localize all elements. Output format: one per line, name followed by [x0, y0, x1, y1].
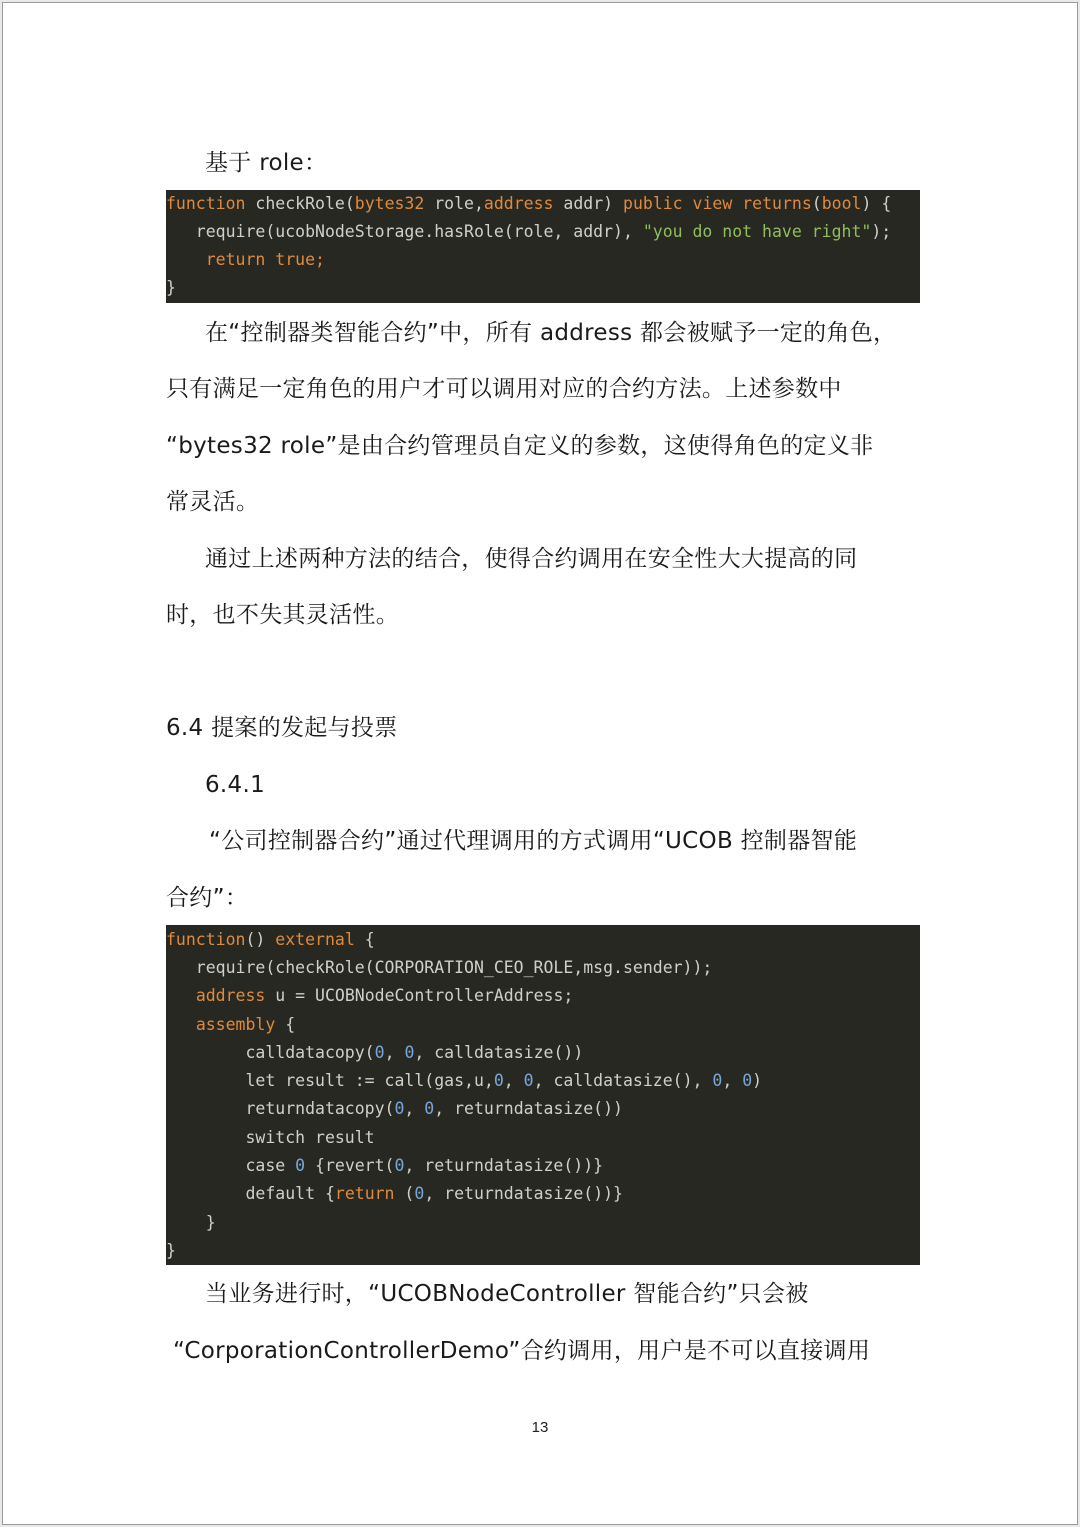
section-heading: 6.4 提案的发起与投票 — [166, 715, 398, 741]
code-line: function checkRole(bytes32 role,address addr) public view returns(bool) { — [166, 194, 892, 213]
paragraph-line: “bytes32 role”是由合约管理员自定义的参数，这使得角色的定义非 — [166, 433, 874, 459]
code-line: case 0 {revert(0, returndatasize())} — [166, 1156, 604, 1175]
paragraph-line: 在“控制器类智能合约”中，所有 address 都会被赋予一定的角色， — [205, 320, 897, 346]
code-line: } — [166, 1241, 176, 1260]
code-line: return true; — [205, 250, 325, 269]
page-number: 13 — [531, 1419, 549, 1436]
paragraph-line: 时，也不失其灵活性。 — [166, 602, 399, 628]
code-block-check-role — [166, 190, 920, 303]
code-line: returndatacopy(0, 0, returndatasize()) — [166, 1099, 623, 1118]
paragraph-line: 通过上述两种方法的结合，使得合约调用在安全性大大提高的同 — [205, 546, 858, 572]
paragraph-line: 合约”： — [166, 885, 249, 911]
code-line: address u = UCOBNodeControllerAddress; — [195, 986, 574, 1005]
document-page — [2, 2, 1078, 1525]
paragraph-line: 只有满足一定角色的用户才可以调用对应的合约方法。上述参数中 — [166, 376, 842, 402]
paragraph-role-intro: 基于 role： — [205, 150, 328, 176]
code-line: require(ucobNodeStorage.hasRole(role, addr), "you do not have right"); — [166, 222, 892, 241]
code-line: let result := call(gas,u,0, 0, calldatasize(), 0, 0) — [166, 1071, 763, 1090]
code-line: assembly { — [195, 1015, 296, 1034]
code-line: function() external { — [166, 930, 375, 949]
subsection-heading: 6.4.1 — [205, 772, 266, 798]
code-line: require(checkRole(CORPORATION_CEO_ROLE,msg.sender)); — [166, 958, 713, 977]
code-block-fallback-function — [166, 925, 920, 1265]
code-line: } — [166, 278, 176, 297]
code-line: } — [166, 1213, 216, 1232]
paragraph-line: “公司控制器合约”通过代理调用的方式调用“UCOB 控制器智能 — [209, 828, 858, 854]
paragraph-line: “CorporationControllerDemo”合约调用，用户是不可以直接调用 — [173, 1338, 871, 1364]
code-line: default {return (0, returndatasize())} — [166, 1184, 623, 1203]
code-line: switch result — [166, 1128, 375, 1147]
paragraph-line: 当业务进行时，“UCOBNodeController 智能合约”只会被 — [205, 1281, 809, 1307]
paragraph-line: 常灵活。 — [166, 489, 260, 515]
code-line: calldatacopy(0, 0, calldatasize()) — [166, 1043, 584, 1062]
